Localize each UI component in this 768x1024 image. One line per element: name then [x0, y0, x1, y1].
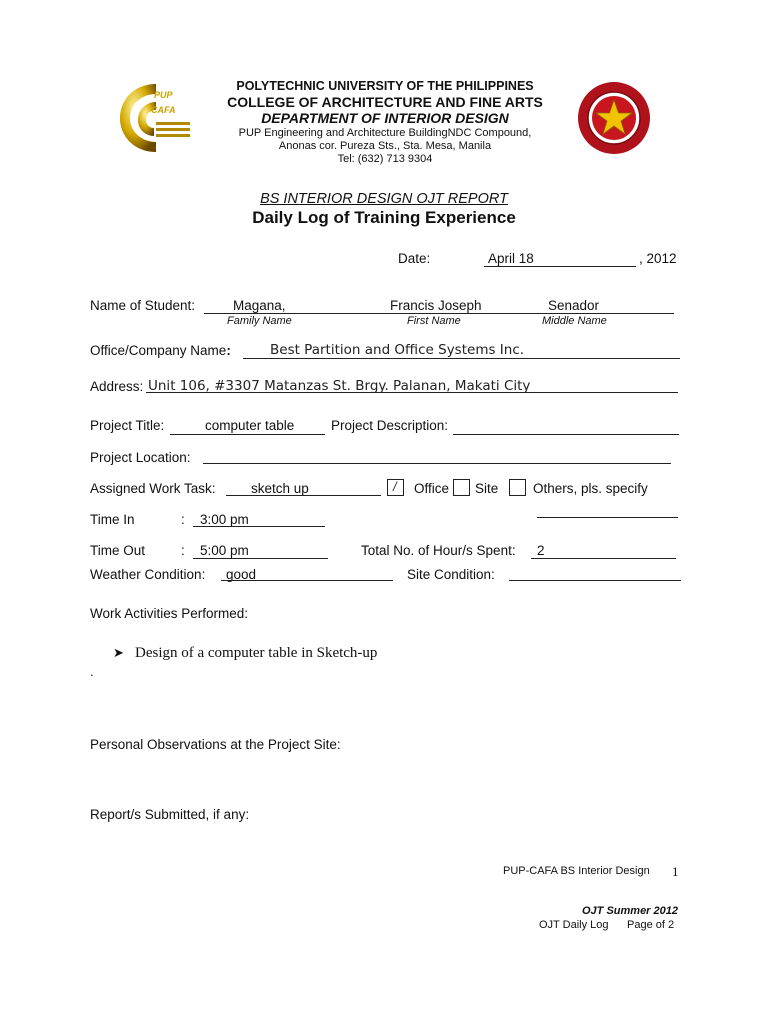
site-option-label: Site [475, 481, 499, 496]
others-specify-line [537, 517, 678, 518]
address-line-2: Anonas cor. Pureza Sts., Sta. Mesa, Manila [278, 140, 492, 152]
logo-text-cafa: CAFA [151, 105, 176, 115]
reports-submitted-label: Report/s Submitted, if any: [90, 807, 250, 822]
weather-line [221, 580, 393, 581]
date-line [484, 266, 636, 267]
company-label-colon: : [226, 343, 231, 358]
pup-seal [576, 80, 652, 156]
observations-label: Personal Observations at the Project Site: [90, 737, 341, 752]
footer-line-2: OJT Summer 2012 [582, 905, 678, 917]
work-task-label: Assigned Work Task: [90, 481, 216, 496]
project-title-label: Project Title: [90, 418, 165, 433]
date-label: Date: [398, 251, 431, 266]
address-value: Unit 106, #3307 Matanzas St. Brgy. Palanan, Makati City [148, 378, 531, 394]
university-name: POLYTECHNIC UNIVERSITY OF THE PHILIPPINES [236, 79, 534, 93]
student-middle-name: Senador [548, 298, 600, 313]
college-name: COLLEGE OF ARCHITECTURE AND FINE ARTS [227, 94, 543, 110]
project-description-line [453, 434, 679, 435]
total-hours-value: 2 [537, 543, 545, 558]
address-line [146, 392, 678, 393]
report-subtitle: BS INTERIOR DESIGN OJT REPORT [260, 191, 508, 207]
total-hours-line [531, 558, 676, 559]
first-name-caption: First Name [407, 315, 461, 327]
department-name: DEPARTMENT OF INTERIOR DESIGN [261, 110, 509, 126]
site-condition-label: Site Condition: [407, 567, 495, 582]
time-out-value: 5:00 pm [200, 543, 249, 558]
others-option-label: Others, pls. specify [533, 481, 648, 496]
weather-value: good [226, 567, 257, 582]
footer-page-number: 1 [672, 864, 679, 879]
date-value: April 18 [488, 251, 534, 266]
student-label: Name of Student: [90, 298, 196, 313]
others-checkbox[interactable] [509, 479, 526, 496]
site-condition-line [509, 580, 681, 581]
middle-name-caption: Middle Name [542, 315, 607, 327]
time-out-line [193, 558, 328, 559]
stray-period: . [90, 664, 94, 679]
time-out-label: Time Out [90, 543, 146, 558]
work-activities-label: Work Activities Performed: [90, 606, 249, 621]
company-label-text: Office/Company Name [90, 343, 227, 358]
logo-text-pup: PUP [154, 90, 173, 100]
work-task-value: sketch up [251, 481, 309, 496]
company-label [90, 343, 231, 358]
office-check-mark: / [393, 479, 397, 494]
footer-line-3: OJT Daily Log [539, 919, 609, 931]
telephone: Tel: (632) 713 9304 [337, 153, 433, 165]
time-in-colon: : [181, 512, 185, 527]
project-title-line [170, 434, 325, 435]
project-description-label: Project Description: [331, 418, 449, 433]
project-title-value: computer table [205, 418, 295, 433]
activity-bullet: ➤ [113, 645, 124, 660]
footer-line-1: PUP-CAFA BS Interior Design [503, 865, 650, 877]
footer-page-of: Page of 2 [627, 919, 675, 931]
time-in-label: Time In [90, 512, 135, 527]
report-title: Daily Log of Training Experience [252, 208, 516, 227]
address-line-1: PUP Engineering and Architecture BuildingNDC Compound, [238, 127, 532, 139]
weather-label: Weather Condition: [90, 567, 206, 582]
total-hours-label: Total No. of Hour/s Spent: [361, 543, 516, 558]
office-option-label: Office [414, 481, 450, 496]
student-first-name: Francis Joseph [390, 298, 482, 313]
time-in-line [193, 526, 325, 527]
activity-item: Design of a computer table in Sketch-up [135, 645, 378, 661]
site-checkbox[interactable] [453, 479, 470, 496]
address-label: Address: [90, 379, 144, 394]
work-task-line [226, 495, 381, 496]
company-value: Best Partition and Office Systems Inc. [270, 342, 525, 358]
project-location-line [203, 463, 671, 464]
time-out-colon: : [181, 543, 185, 558]
company-line [243, 358, 680, 359]
student-name-line [204, 313, 674, 314]
date-year: , 2012 [639, 251, 677, 266]
project-location-label: Project Location: [90, 450, 191, 465]
family-name-caption: Family Name [227, 315, 292, 327]
time-in-value: 3:00 pm [200, 512, 249, 527]
student-family-name: Magana, [233, 298, 286, 313]
